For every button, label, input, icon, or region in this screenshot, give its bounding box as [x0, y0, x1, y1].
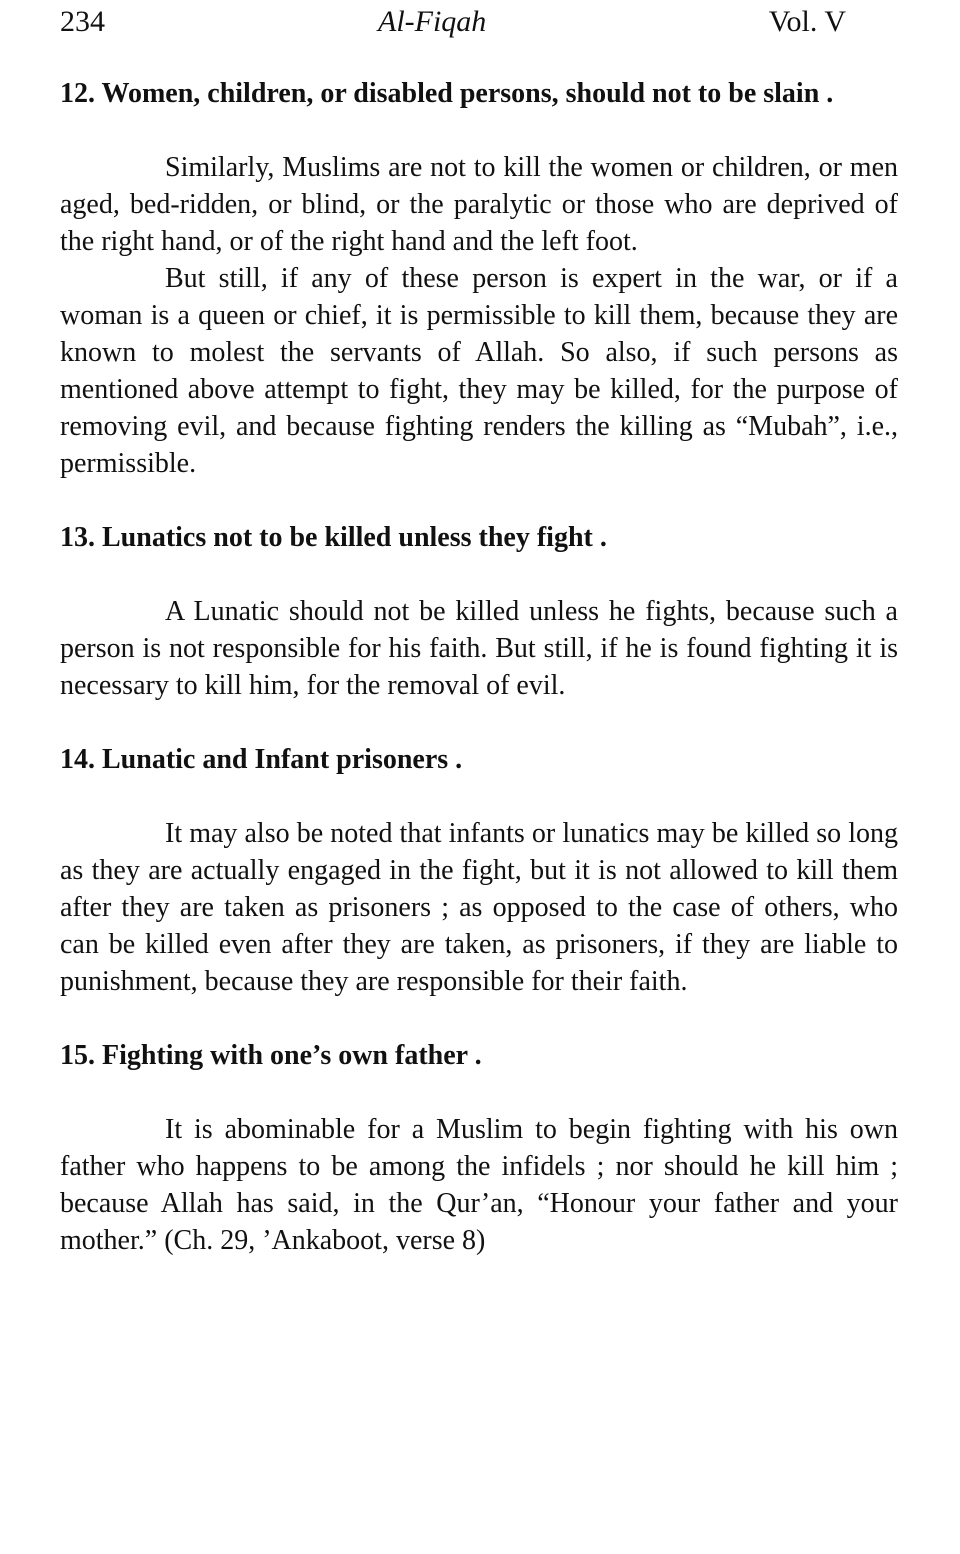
section-15	[60, 1037, 898, 1259]
volume-label: Vol. V	[768, 5, 846, 38]
section-heading: 12. Women, children, or disabled persons, should not to be slain .	[60, 78, 834, 109]
section-14	[60, 741, 898, 1000]
section-heading: 14. Lunatic and Infant prisoners .	[60, 744, 463, 775]
section-12	[60, 75, 898, 482]
section-13	[60, 519, 898, 704]
section-heading: 13. Lunatics not to be killed unless they fight .	[60, 522, 607, 553]
paragraph: A Lunatic should not be killed unless he fights, because such a person is not responsible for his faith. But still, if he is found fighting it is necessary to kill him, for the removal of evil.	[60, 596, 898, 701]
paragraph: It may also be noted that infants or lunatics may be killed so long as they are actually engaged in the fight, but it is not allowed to kill them after they are taken as prisoners ; as opposed to the case of others, who can be killed even after they are taken, as prisoners, if they are liable to punishment, because they are responsible for their faith.	[60, 818, 898, 997]
section-heading: 15. Fighting with one’s own father .	[60, 1040, 482, 1071]
book-title: Al-Fiqah	[378, 5, 487, 38]
book-page	[60, 0, 898, 1259]
page-number: 234	[60, 5, 105, 38]
running-header	[60, 0, 898, 44]
paragraph: It is abominable for a Muslim to begin fighting with his own father who happens to be among the infidels ; nor should he kill him ; because Allah has said, in the Qur’an, “Honour your father and your mother.” (Ch. 29, ’Ankaboot, verse 8)	[60, 1114, 898, 1256]
paragraph: Similarly, Muslims are not to kill the women or children, or men aged, bed-ridden, or blind, or the paralytic or those who are deprived of the right hand, or of the right hand and the left foot.	[60, 152, 898, 257]
paragraph: But still, if any of these person is expert in the war, or if a woman is a queen or chief, it is permissible to kill them, because they are known to molest the servants of Allah. So also, if such persons as mentioned above attempt to fight, they may be killed, for the purpose of removing evil, and because fighting renders the killing as “Mubah”, i.e., permissible.	[60, 263, 898, 479]
